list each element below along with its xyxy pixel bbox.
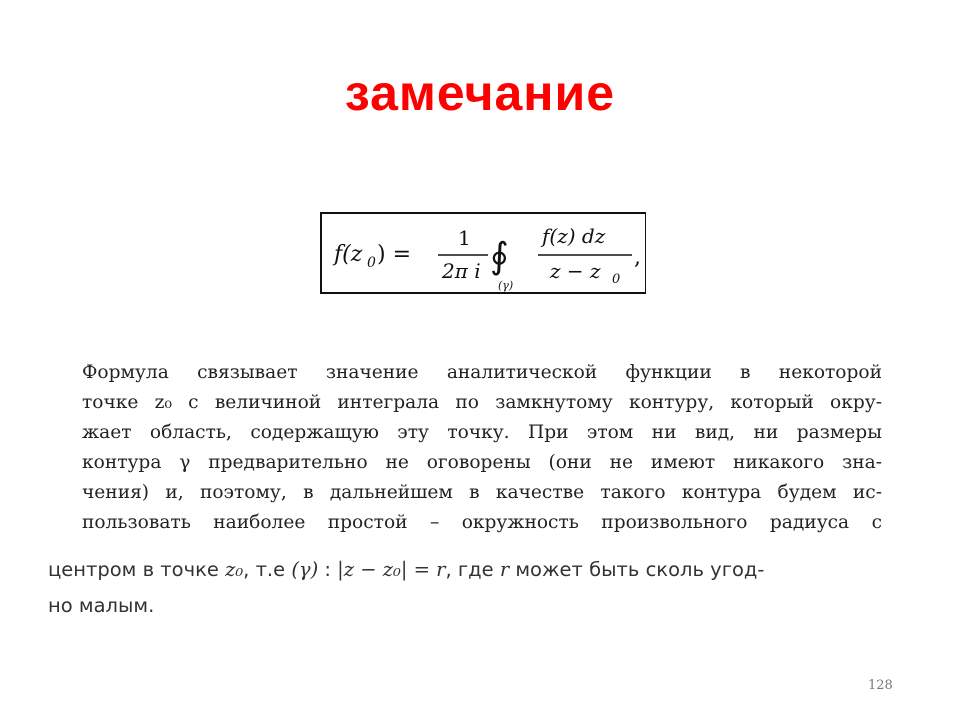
frac1-numerator: 1 [458,226,471,250]
continuation-paragraph [48,552,898,624]
page-number: 128 [868,678,893,693]
z0-symbol: z₀ [225,558,244,581]
paragraph-line: чения) и, поэтому, в дальнейшем в качестве такого контура будем ис- [82,482,882,503]
continuation-text: , т.е [243,558,292,581]
frac2-numerator: f(z) dz [542,224,606,248]
contour-label: (γ) [498,279,514,292]
formula-lhs-sub: 0 [367,255,376,271]
continuation-text: , где [445,558,500,581]
frac2-denominator-sub: 0 [612,272,621,287]
slide-title: замечание [344,65,616,121]
paragraph-line: жает область, содержащую эту точку. При этом ни вид, ни размеры [82,422,882,443]
formula-lhs: f(z [334,242,363,267]
continuation-line-1 [48,552,898,588]
r-symbol: r [499,558,510,581]
frac2-denominator: z − z [550,259,601,283]
paragraph-line: точке z₀ с величиной интеграла по замкнутому контуру, который окру- [82,392,882,413]
continuation-text: может быть сколь угод- [509,558,765,581]
paragraph-line: контура γ предварительно не оговорены (они не имеют никакого зна- [82,452,882,473]
paragraph-line: пользовать наиболее простой – окружность произвольного радиуса с [82,512,882,533]
gamma-symbol: (γ) [291,558,319,581]
formula-comma: , [634,245,641,270]
contour-integral-icon: ∮ [490,236,509,277]
formula-lhs-close: ) = [377,242,412,267]
explanation-paragraph [82,358,882,538]
continuation-line-2: но малым. [48,594,155,617]
continuation-text: центром в точке [48,558,226,581]
frac1-denominator: 2π i [442,259,481,283]
paragraph-line: Формула связывает значение аналитической функции в некоторой [82,362,882,383]
formula-box [320,212,646,294]
cauchy-formula [322,214,646,292]
continuation-text: : [318,558,338,581]
circle-equation: |z − z₀| = r [337,558,446,581]
